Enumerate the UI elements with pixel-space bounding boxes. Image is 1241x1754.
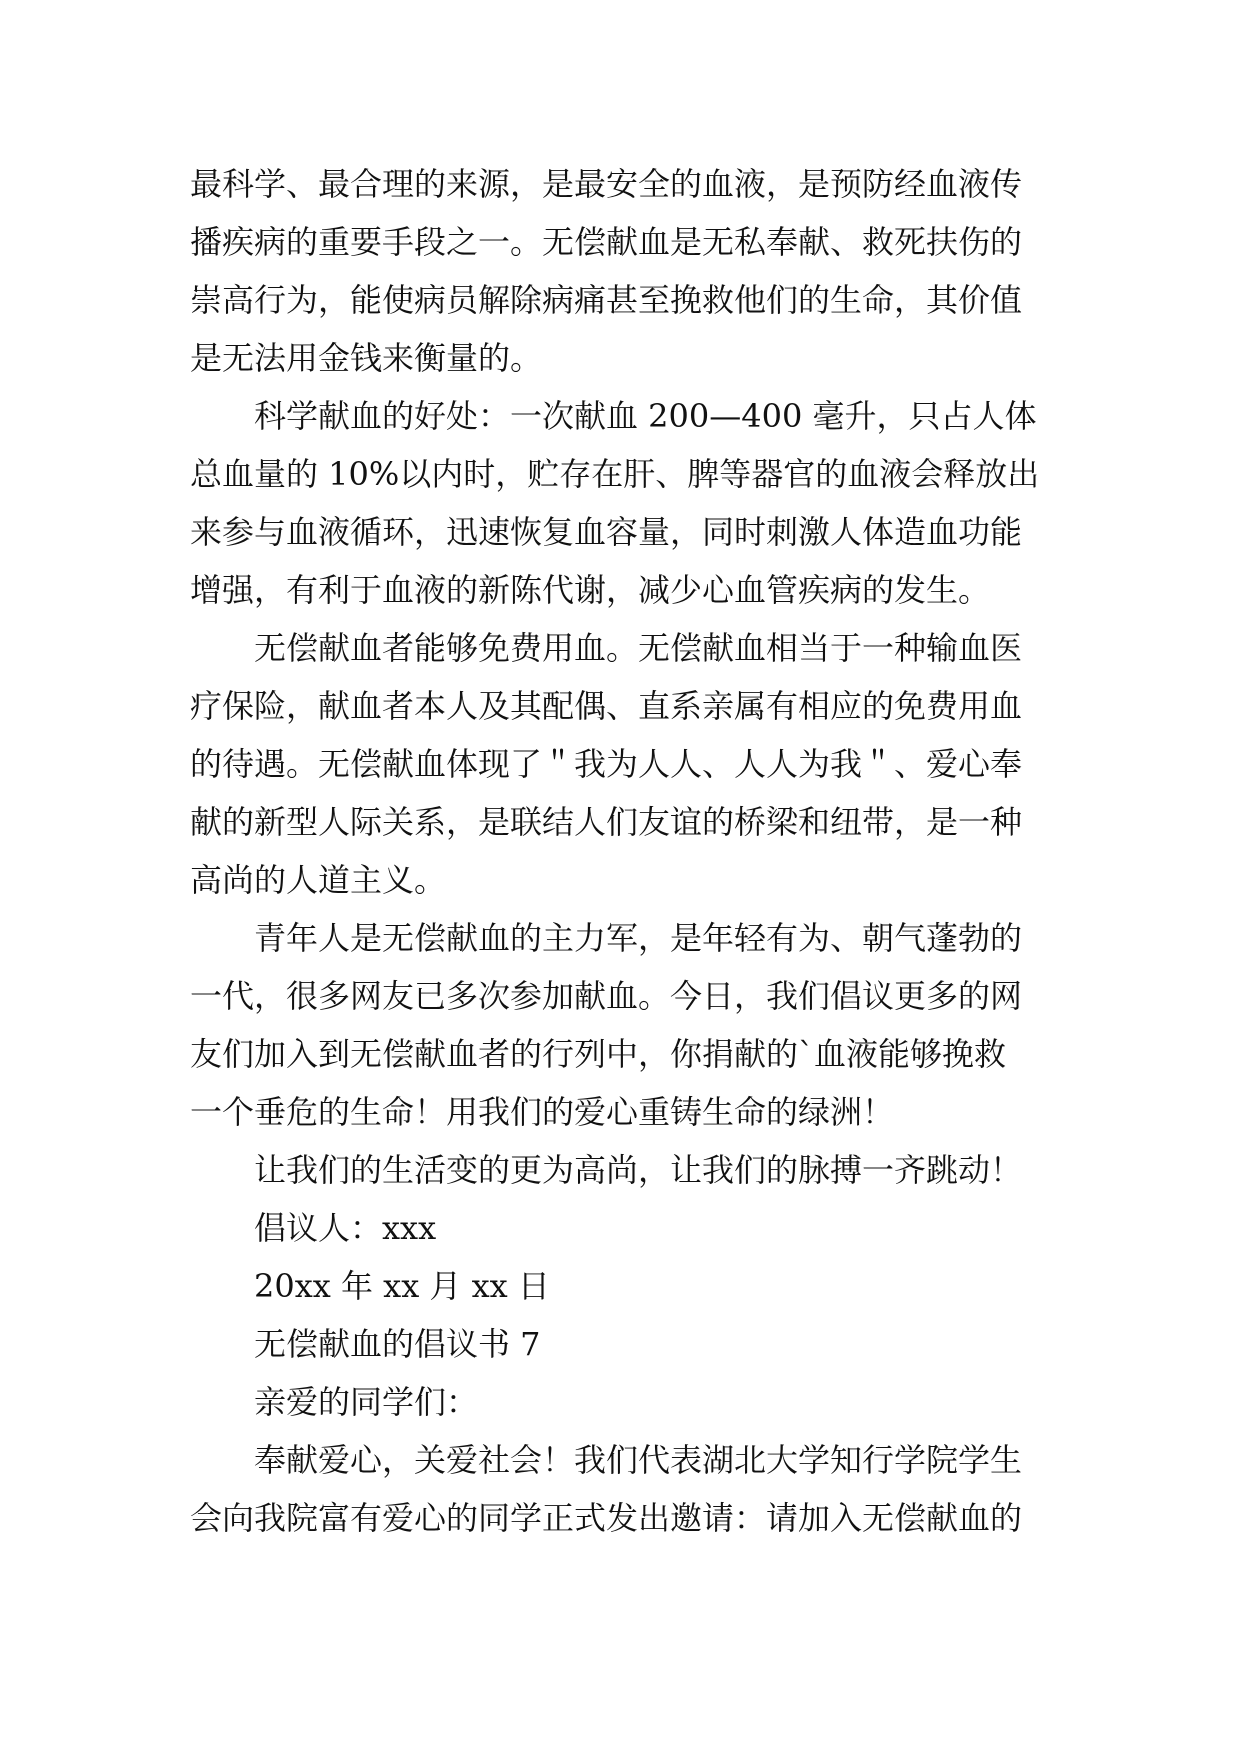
text-line: 是无法用金钱来衡量的。 bbox=[190, 339, 543, 377]
text-line: 总血量的 10%以内时，贮存在肝、脾等器官的血液会释放出 bbox=[190, 455, 1040, 493]
text-line: 让我们的生活变的更为高尚，让我们的脉搏一齐跳动！ bbox=[254, 1151, 1023, 1189]
text-line: 增强，有利于血液的新陈代谢，减少心血管疾病的发生。 bbox=[190, 571, 991, 609]
text-line: 崇高行为，能使病员解除病痛甚至挽救他们的生命，其价值 bbox=[190, 281, 1023, 319]
text-line: 疗保险，献血者本人及其配偶、直系亲属有相应的免费用血 bbox=[190, 687, 1023, 725]
text-line: 一代，很多网友已多次参加献血。今日，我们倡议更多的网 bbox=[190, 977, 1023, 1015]
document-body bbox=[190, 155, 1052, 1547]
text-line: 无偿献血者能够免费用血。无偿献血相当于一种输血医 bbox=[254, 629, 1023, 667]
initiator-line: 倡议人：xxx bbox=[254, 1209, 437, 1247]
text-line: 青年人是无偿献血的主力军，是年轻有为、朝气蓬勃的 bbox=[254, 919, 1023, 957]
section-title: 无偿献血的倡议书 7 bbox=[254, 1325, 541, 1363]
text-line: 高尚的人道主义。 bbox=[190, 861, 447, 899]
text-line: 奉献爱心，关爱社会！我们代表湖北大学知行学院学生 bbox=[254, 1441, 1023, 1479]
text-line: 播疾病的重要手段之一。无偿献血是无私奉献、救死扶伤的 bbox=[190, 223, 1023, 261]
text-line: 科学献血的好处：一次献血 200—400 毫升，只占人体 bbox=[254, 397, 1037, 435]
text-line: 来参与血液循环，迅速恢复血容量，同时刺激人体造血功能 bbox=[190, 513, 1023, 551]
text-line: 的待遇。无偿献血体现了＂我为人人、人人为我＂、爱心奉 bbox=[190, 745, 1023, 783]
text-line: 献的新型人际关系，是联结人们友谊的桥梁和纽带，是一种 bbox=[190, 803, 1023, 841]
text-line: 会向我院富有爱心的同学正式发出邀请：请加入无偿献血的 bbox=[190, 1499, 1023, 1537]
text-line: 一个垂危的生命！用我们的爱心重铸生命的绿洲！ bbox=[190, 1093, 895, 1131]
salutation: 亲爱的同学们： bbox=[254, 1383, 479, 1421]
text-line: 友们加入到无偿献血者的行列中，你捐献的`血液能够挽救 bbox=[190, 1035, 1007, 1073]
text-line: 最科学、最合理的来源，是最安全的血液，是预防经血液传 bbox=[190, 165, 1023, 203]
date-line: 20xx 年 xx 月 xx 日 bbox=[254, 1267, 550, 1305]
